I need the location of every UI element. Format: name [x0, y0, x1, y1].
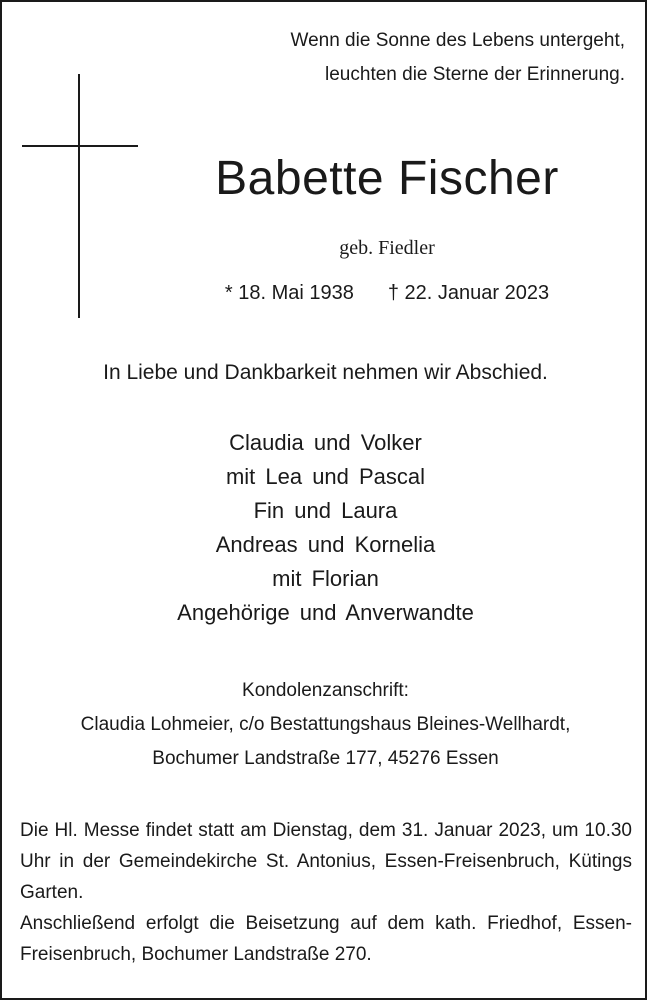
condolence-line-1: Claudia Lohmeier, c/o Bestattungshaus Bleines-Wellhardt, [80, 714, 571, 735]
mourners-list [2, 426, 647, 630]
death-date: † 22. Januar 2023 [387, 282, 550, 304]
mourner-line: Claudia und Volker [229, 430, 422, 455]
maiden-name: geb. Fiedler [339, 237, 435, 259]
mourner-line: Angehörige und Anverwandte [177, 600, 474, 625]
deceased-name: Babette Fischer [215, 152, 559, 205]
burial-paragraph: Anschließend erfolgt die Beisetzung auf dem kath. Friedhof, Essen-Freisenbruch, Bochumer Landstraße 270. [20, 913, 632, 965]
motto [290, 24, 625, 92]
cross-icon [78, 74, 80, 318]
cross-icon-bar [22, 145, 138, 147]
motto-line-2: leuchten die Sterne der Erinnerung. [325, 64, 625, 85]
service-details [20, 815, 632, 970]
farewell-text: In Liebe und Dankbarkeit nehmen wir Abschied. [103, 361, 548, 384]
condolence-address [2, 674, 647, 776]
motto-line-1: Wenn die Sonne des Lebens untergeht, [290, 30, 625, 51]
mourner-line: mit Florian [272, 566, 379, 591]
condolence-heading: Kondolenzanschrift: [242, 680, 409, 701]
life-dates [157, 278, 617, 308]
mourner-line: Andreas und Kornelia [215, 532, 436, 557]
birth-date: * 18. Mai 1938 [224, 282, 354, 304]
mass-paragraph: Die Hl. Messe findet statt am Dienstag, dem 31. Januar 2023, um 10.30 Uhr in der Gemeindekirche St. Antonius, Essen-Freisenbruch, Kütings Garten. [20, 820, 632, 903]
mourner-line: Fin und Laura [253, 498, 398, 523]
mourner-line: mit Lea und Pascal [225, 464, 426, 489]
condolence-line-2: Bochumer Landstraße 177, 45276 Essen [152, 748, 499, 769]
